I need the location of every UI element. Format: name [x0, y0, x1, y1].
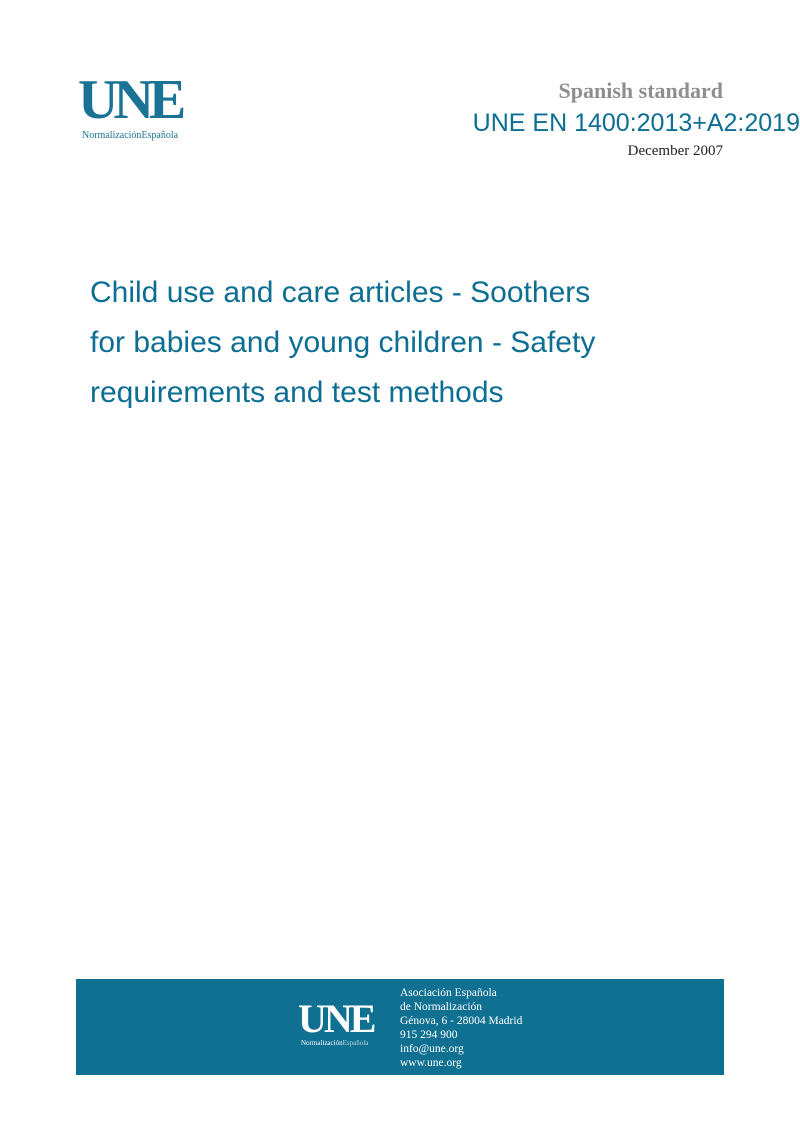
une-logo-tagline	[82, 130, 178, 142]
standard-header	[380, 78, 800, 168]
une-logo	[78, 69, 198, 146]
footer-org-name-2: de Normalización	[400, 1001, 483, 1013]
footer-contact-block	[400, 986, 522, 1070]
footer-email-link[interactable]: info@une.org	[400, 1043, 464, 1055]
une-logo-wordmark: UNE	[78, 69, 182, 131]
footer-website-link[interactable]: www.une.org	[400, 1057, 462, 1069]
footer-logo-wordmark: UNE	[298, 996, 374, 1041]
title-line: Child use and care articles - Soothers	[90, 276, 591, 309]
title-line: requirements and test methods	[90, 376, 504, 409]
document-title	[90, 268, 660, 418]
footer-banner	[76, 979, 724, 1075]
footer-phone: 915 294 900	[400, 1029, 458, 1041]
footer-org-name: Asociación Española	[400, 987, 497, 999]
standard-type-label: Spanish standard	[558, 78, 723, 103]
footer-address: Génova, 6 - 28004 Madrid	[400, 1015, 523, 1027]
footer-logo-tagline-b: Española	[342, 1039, 369, 1047]
footer-logo-tagline	[301, 1039, 368, 1048]
title-line: for babies and young children - Safety	[90, 326, 596, 359]
footer-une-logo	[298, 996, 388, 1049]
footer-logo-tagline-a: Normalización	[301, 1039, 343, 1047]
une-logo-tagline-b: Española	[141, 130, 179, 141]
standard-code: UNE EN 1400:2013+A2:2019	[472, 109, 800, 137]
une-logo-tagline-a: Normalización	[82, 130, 142, 141]
standard-date: December 2007	[627, 143, 723, 159]
